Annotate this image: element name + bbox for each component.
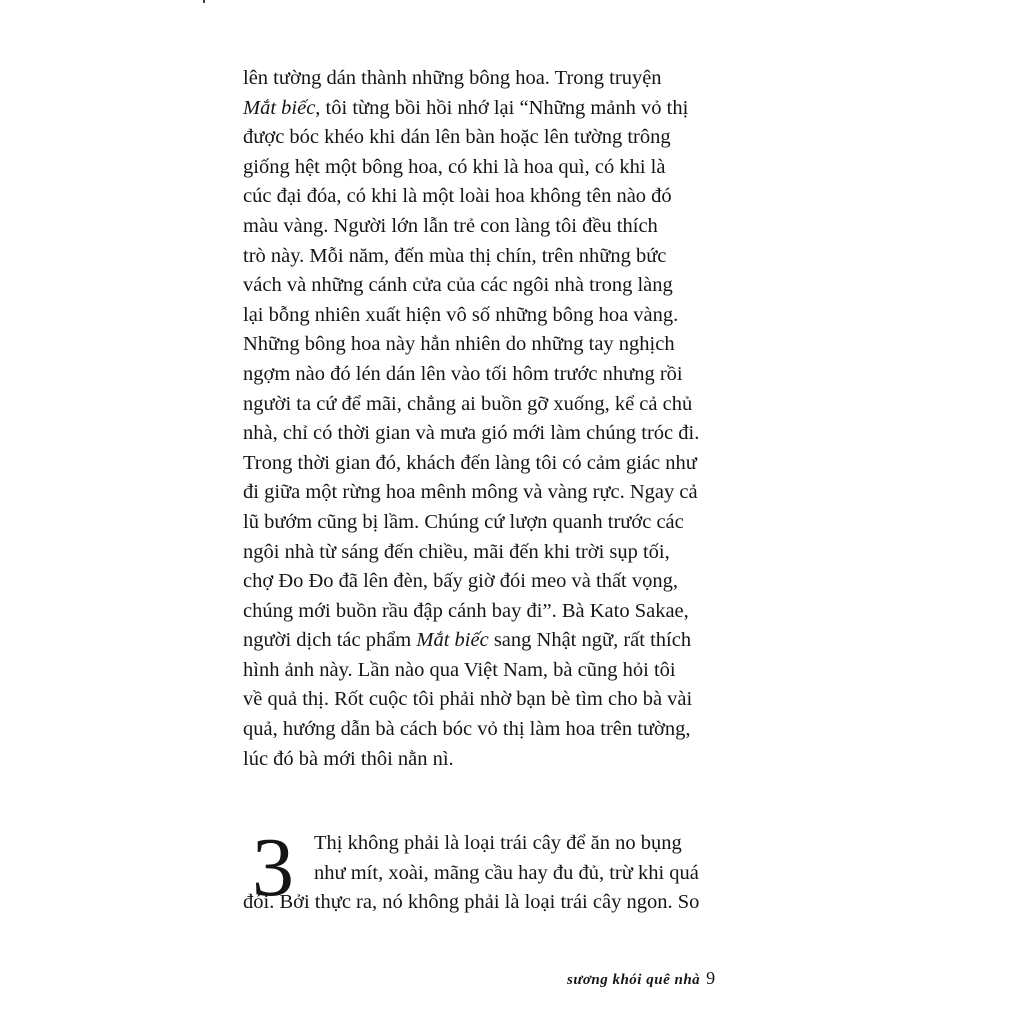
text-line: lúc đó bà mới thôi nằn nì.	[243, 747, 454, 770]
text-line: người dịch tác phẩm Mắt biếc sang Nhật ngữ, rất thích	[243, 629, 692, 652]
scan-mark	[203, 0, 205, 3]
page-footer	[567, 968, 716, 989]
text-line: trò này. Mỗi năm, đến mùa thị chín, trên những bức	[243, 244, 667, 267]
text-line: cúc đại đóa, có khi là một loài hoa không tên nào đó	[243, 185, 672, 208]
text-line: chợ Đo Đo đã lên đèn, bấy giờ đói meo và thất vọng,	[243, 570, 679, 593]
text-line: như mít, xoài, mãng cầu hay đu đủ, trừ khi quá	[314, 861, 699, 884]
book-title-italic: Mắt biếc	[416, 629, 489, 652]
text-line: vách và những cánh cửa của các ngôi nhà trong làng	[243, 274, 673, 297]
text-line: lên tường dán thành những bông hoa. Trong truyện	[243, 67, 662, 89]
text-line: Thị không phải là loại trái cây để ăn no bụng	[314, 832, 682, 854]
text-line: quả, hướng dẫn bà cách bóc vỏ thị làm hoa trên tường,	[243, 718, 691, 741]
section-number-dropcap: 3	[252, 821, 294, 914]
text-line: lại bỗng nhiên xuất hiện vô số những bông hoa vàng.	[243, 303, 679, 326]
text-line: người ta cứ để mãi, chẳng ai buồn gỡ xuống, kể cả chủ	[243, 392, 693, 415]
text-line: nhà, chỉ có thời gian và mưa gió mới làm chúng tróc đi.	[243, 422, 700, 445]
paragraph-1	[243, 64, 783, 774]
text-line: ngôi nhà từ sáng đến chiều, mãi đến khi trời sụp tối,	[243, 540, 670, 563]
text-line: Những bông hoa này hẳn nhiên do những tay nghịch	[243, 333, 675, 356]
text-line: ngợm nào đó lén dán lên vào tối hôm trước nhưng rồi	[243, 362, 683, 385]
text-line: đi giữa một rừng hoa mênh mông và vàng rực. Ngay cả	[243, 481, 698, 504]
running-title: sương khói quê nhà	[567, 972, 701, 988]
text-line: Trong thời gian đó, khách đến làng tôi có cảm giác như	[243, 451, 697, 474]
book-title-italic: Mắt biếc	[243, 96, 316, 119]
text-line: màu vàng. Người lớn lẫn trẻ con làng tôi đều thích	[243, 214, 658, 237]
text-line: Mắt biếc, tôi từng bồi hồi nhớ lại “Những mảnh vỏ thị	[243, 96, 689, 119]
text-line: được bóc khéo khi dán lên bàn hoặc lên tường trông	[243, 126, 671, 149]
text-line: giống hệt một bông hoa, có khi là hoa quì, có khi là	[243, 155, 666, 178]
paragraph-3	[243, 829, 783, 918]
text-line: về quả thị. Rốt cuộc tôi phải nhờ bạn bè tìm cho bà vài	[243, 688, 693, 711]
page-number: 9	[706, 968, 716, 988]
text-line: đói. Bởi thực ra, nó không phải là loại trái cây ngon. So	[243, 891, 700, 914]
text-line: lũ bướm cũng bị lầm. Chúng cứ lượn quanh trước các	[243, 510, 684, 533]
text-line: chúng mới buồn rầu đập cánh bay đi”. Bà Kato Sakae,	[243, 599, 689, 622]
text-line: hình ảnh này. Lần nào qua Việt Nam, bà cũng hỏi tôi	[243, 658, 676, 681]
